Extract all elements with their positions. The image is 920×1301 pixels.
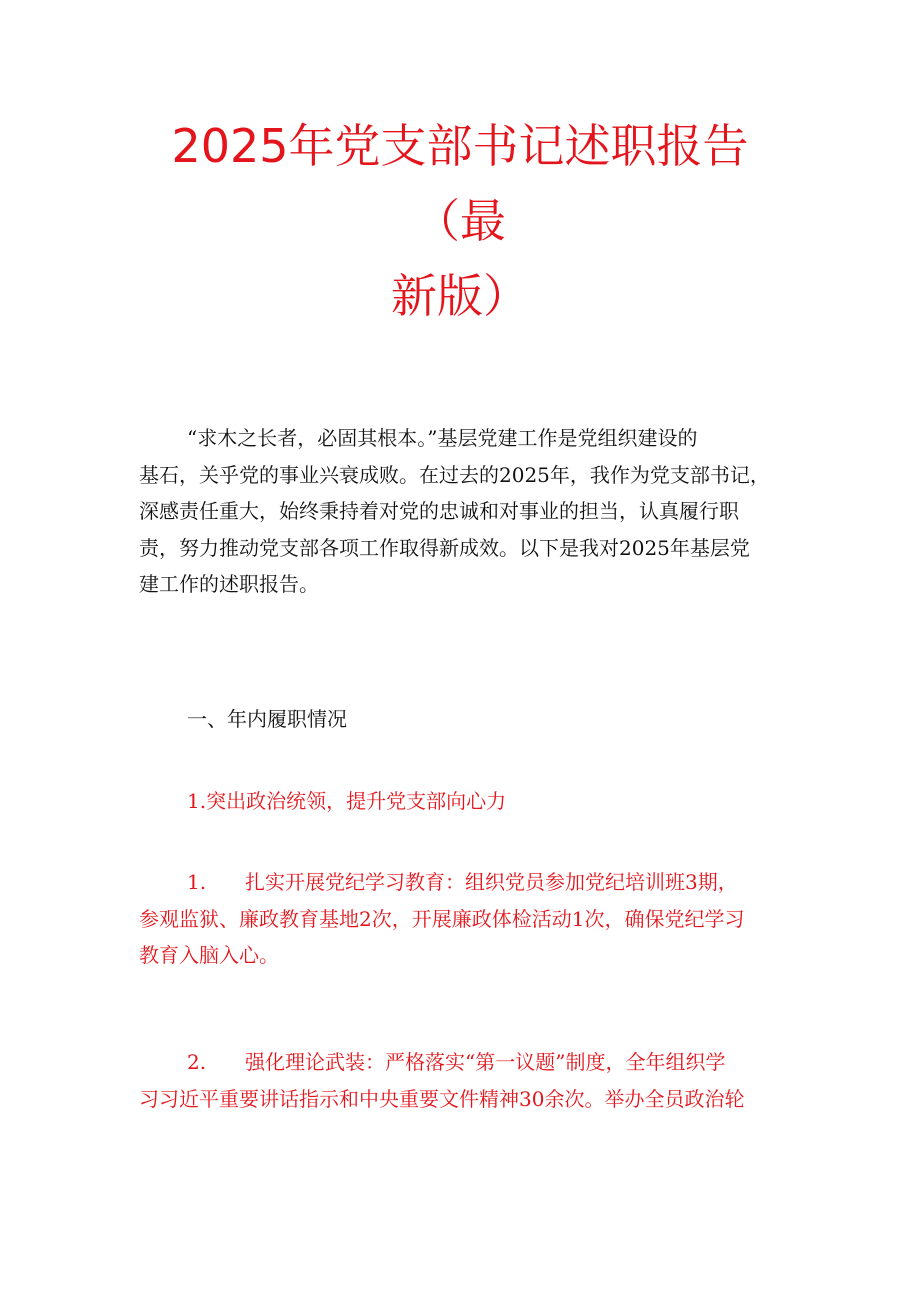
list-item-text: 强化理论武装：严格落实“第一议题”制度，全年组织学 — [245, 1050, 726, 1074]
document-title-line-1: 2025年党支部书记述职报告 — [171, 119, 749, 173]
list-item-line — [139, 1044, 789, 1081]
subsection-heading — [187, 783, 837, 820]
document-title-line-3: 新版） — [391, 269, 529, 323]
list-item-number: 1. — [187, 870, 207, 894]
intro-line: 深感责任重大，始终秉持着对党的忠诚和对事业的担当，认真履行职 — [139, 499, 739, 523]
document-title-line-2: （最 — [414, 194, 506, 248]
subsection-heading-text: 1.突出政治统领，提升党支部向心力 — [187, 789, 507, 813]
list-item-text: 扎实开展党纪学习教育：组织党员参加党纪培训班3期， — [245, 870, 738, 894]
list-item-line: 参观监狱、廉政教育基地2次，开展廉政体检活动1次，确保党纪学习 — [139, 906, 745, 931]
section-heading-text: 一、年内履职情况 — [187, 707, 347, 731]
list-item-line: 习习近平重要讲话指示和中央重要文件精神30余次。举办全员政治轮 — [139, 1086, 745, 1111]
list-item-line: 教育入脑入心。 — [139, 943, 279, 967]
intro-line: “求木之长者，必固其根本。”基层党建工作是党组织建设的 — [187, 426, 698, 450]
list-item-number: 2. — [187, 1050, 207, 1074]
list-item-1 — [139, 864, 789, 974]
intro-line: 建工作的述职报告。 — [139, 572, 319, 596]
section-heading — [187, 701, 837, 738]
intro-paragraph — [139, 420, 789, 603]
intro-line: 责，努力推动党支部各项工作取得新成效。以下是我对2025年基层党 — [139, 535, 750, 560]
intro-line: 基石，关乎党的事业兴衰成败。在过去的2025年，我作为党支部书记， — [139, 462, 770, 487]
list-item-line — [139, 864, 789, 901]
list-item-2 — [139, 1044, 789, 1117]
